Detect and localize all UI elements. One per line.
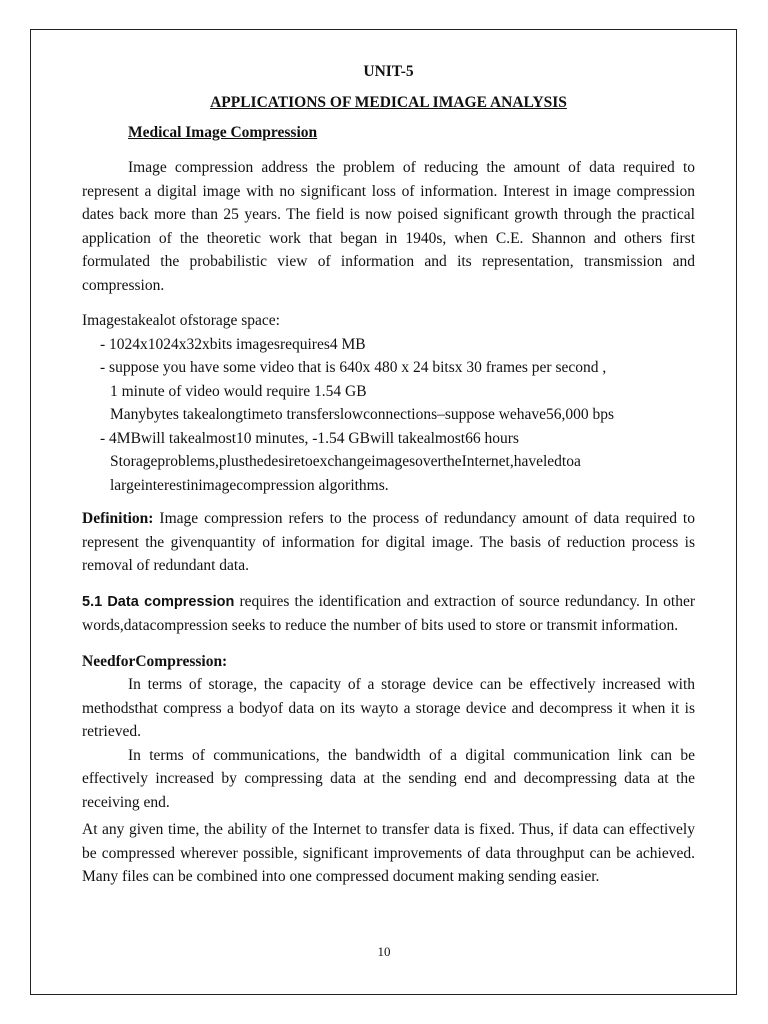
storage-list xyxy=(82,309,695,497)
unit-heading: UNIT-5 xyxy=(363,63,414,80)
section-title: Medical Image Compression xyxy=(128,124,318,141)
data-compression-label: Data compression xyxy=(107,593,235,610)
section-number: 5.1 xyxy=(82,593,103,610)
data-compression-paragraph xyxy=(82,590,695,638)
need-heading: NeedforCompression: xyxy=(82,652,228,670)
list-item: Storageproblems,plusthedesiretoexchangeimagesovertheInternet,haveledtoa xyxy=(110,453,581,470)
definition-label: Definition: xyxy=(82,510,154,527)
document-body xyxy=(82,63,695,889)
list-item: - suppose you have some video that is 640x 480 x 24 bitsx 30 frames per second , xyxy=(100,359,607,376)
list-item: - 1024x1024x32xbits imagesrequires4 MB xyxy=(100,335,366,353)
need-internet-paragraph: At any given time, the ability of the Internet to transfer data is fixed. Thus, if data can effectively be compressed wherever possible, significant improvements of data throughput can be achieved. Many files can be combined into one compressed document making sending easier. xyxy=(82,821,695,885)
chapter-title: APPLICATIONS OF MEDICAL IMAGE ANALYSIS xyxy=(210,94,567,111)
list-item: largeinterestinimagecompression algorithms. xyxy=(110,476,389,494)
list-item: Manybytes takealongtimeto transferslowconnections–suppose wehave56,000 bps xyxy=(110,406,615,423)
data-compression-text: requires the identification and extraction of source redundancy. In other words,datacompression seeks to reduce the number of bits used to store or transmit information. xyxy=(82,592,696,634)
list-item: - 4MBwill takealmost10 minutes, -1.54 GBwill takealmost66 hours xyxy=(100,429,519,447)
page-number: 10 xyxy=(377,944,391,959)
definition-paragraph xyxy=(82,507,695,578)
storage-list-lead: Imagestakealot ofstorage space: xyxy=(82,312,280,329)
need-storage-paragraph: In terms of storage, the capacity of a storage device can be effectively increased with methodsthat compress a bodyof data on its wayto a storage device and decompress it when it is retrieved. xyxy=(82,676,695,740)
definition-text: Image compression refers to the process of redundancy amount of data required to represent the givenquantity of information for digital image. The basis of reduction process is removal of redundant data. xyxy=(82,510,695,574)
list-item: 1 minute of video would require 1.54 GB xyxy=(110,382,367,400)
intro-paragraph: Image compression address the problem of reducing the amount of data required to represent a digital image with no significant loss of information. Interest in image compression dates back more than 25 years. The field is now poised significant growth through the practical application of the theoretic work that began in 1940s, when C.E. Shannon and others first formulated the probabilistic view of information and its representation, transmission and compression. xyxy=(82,159,695,294)
need-communications-paragraph: In terms of communications, the bandwidth of a digital communication link can be effectively increased by compressing data at the sending end and decompressing data at the receiving end. xyxy=(82,746,695,811)
